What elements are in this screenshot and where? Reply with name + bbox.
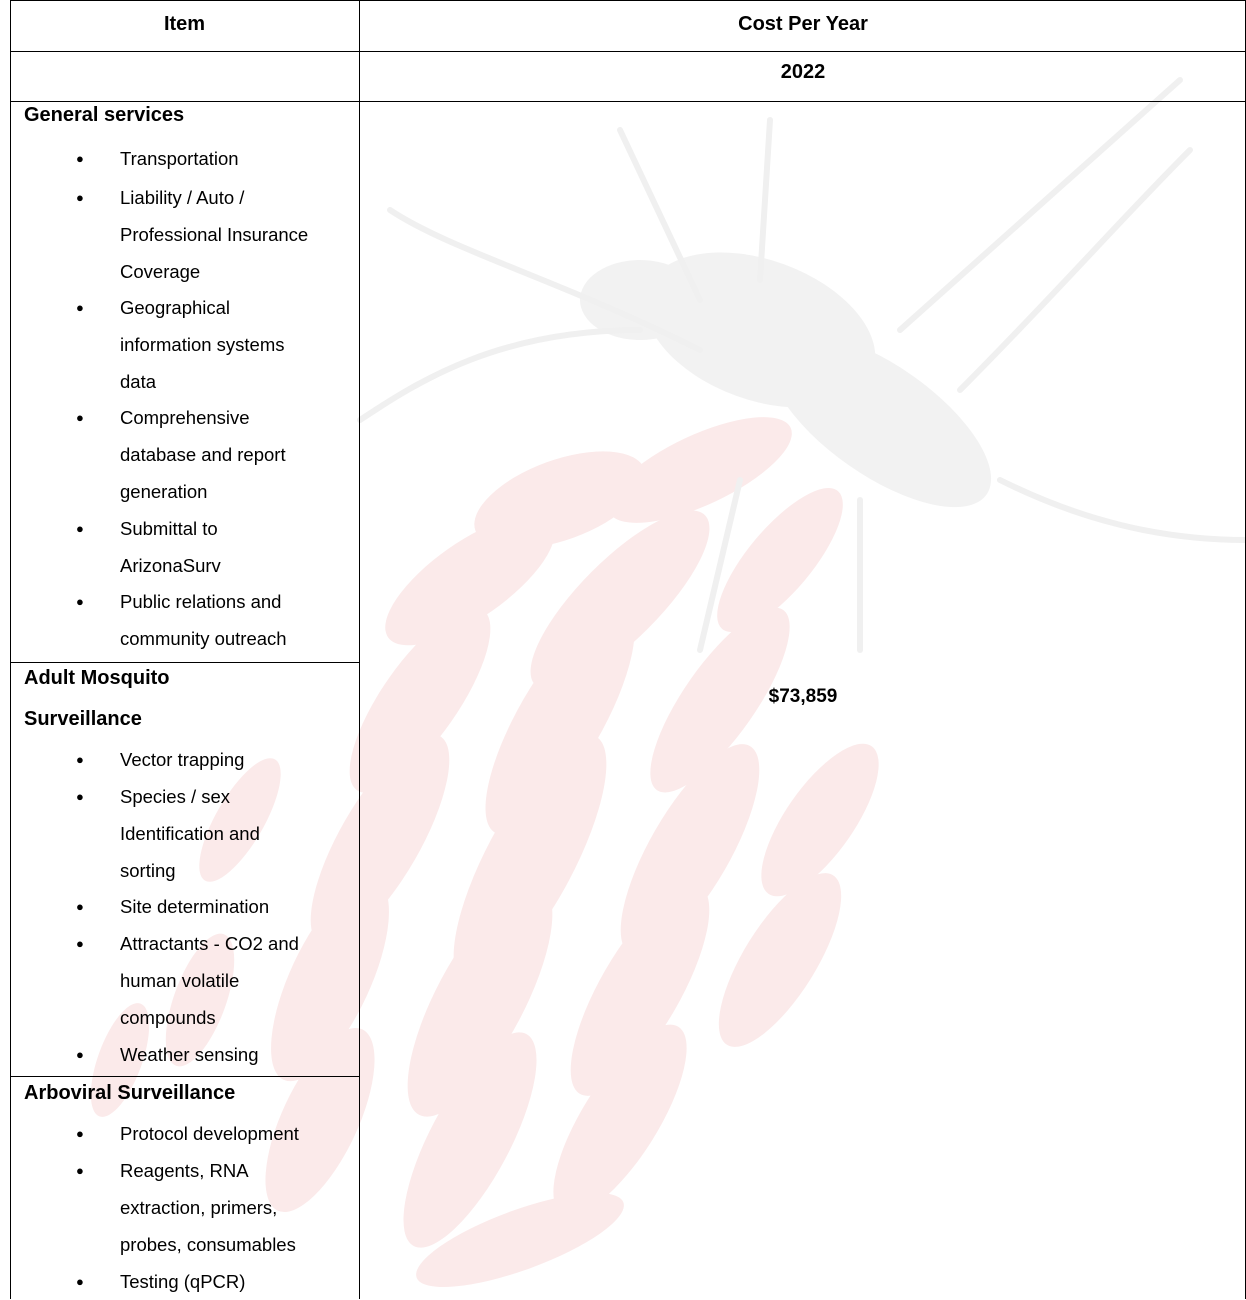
list-item: generation: [120, 481, 208, 502]
list-item: ArizonaSurv: [120, 555, 221, 576]
bullet-icon: ●: [76, 1047, 84, 1062]
bullet-icon: ●: [76, 936, 84, 951]
section-title: Adult Mosquito: [24, 667, 170, 689]
list-item: Vector trapping: [120, 749, 245, 770]
list-item: Geographical: [120, 297, 231, 318]
list-item: probes, consumables: [120, 1234, 296, 1255]
year-label: 2022: [780, 61, 826, 83]
section-title: Arboviral Surveillance: [24, 1082, 236, 1104]
list-item: Testing (qPCR): [120, 1271, 246, 1292]
section-title: Surveillance: [24, 708, 142, 730]
list-item: information systems: [120, 334, 285, 355]
list-item: Submittal to: [120, 518, 218, 539]
list-item: Reagents, RNA: [120, 1160, 249, 1181]
bullet-icon: ●: [76, 752, 84, 767]
header-cost-per-year: Cost Per Year: [738, 13, 868, 35]
list-item: Attractants - CO2 and: [120, 933, 299, 954]
list-item: extraction, primers,: [120, 1197, 278, 1218]
list-item: Species / sex: [120, 786, 231, 807]
list-item: Professional Insurance: [120, 224, 309, 245]
bullet-icon: ●: [76, 1274, 84, 1289]
list-item: Public relations and: [120, 591, 282, 612]
list-item: Comprehensive: [120, 407, 250, 428]
bullet-icon: ●: [76, 899, 84, 914]
list-item: compounds: [120, 1007, 216, 1028]
list-item: data: [120, 371, 157, 392]
bullet-icon: ●: [76, 300, 84, 315]
header-divider: [10, 51, 1246, 52]
bullet-icon: ●: [76, 410, 84, 425]
list-item: human volatile: [120, 970, 240, 991]
list-item: sorting: [120, 860, 176, 881]
bullet-icon: ●: [76, 521, 84, 536]
table-border-left: [10, 0, 11, 1299]
bullet-icon: ●: [76, 151, 84, 166]
bullet-icon: ●: [76, 594, 84, 609]
section-title: General services: [24, 104, 185, 126]
year-divider: [10, 101, 1246, 102]
list-item: Coverage: [120, 261, 201, 282]
list-item: Protocol development: [120, 1123, 299, 1144]
list-item: Site determination: [120, 896, 270, 917]
table-border-top: [10, 0, 1246, 1]
cost-value: $73,859: [768, 686, 838, 707]
bullet-icon: ●: [76, 1163, 84, 1178]
bullet-icon: ●: [76, 1126, 84, 1141]
list-item: community outreach: [120, 628, 287, 649]
list-item: Identification and: [120, 823, 260, 844]
header-item: Item: [163, 13, 206, 35]
list-item: Liability / Auto /: [120, 187, 245, 208]
bullet-icon: ●: [76, 190, 84, 205]
list-item: Weather sensing: [120, 1044, 259, 1065]
bullet-icon: ●: [76, 789, 84, 804]
list-item: database and report: [120, 444, 286, 465]
list-item: Transportation: [120, 148, 239, 169]
column-divider: [359, 0, 360, 1299]
